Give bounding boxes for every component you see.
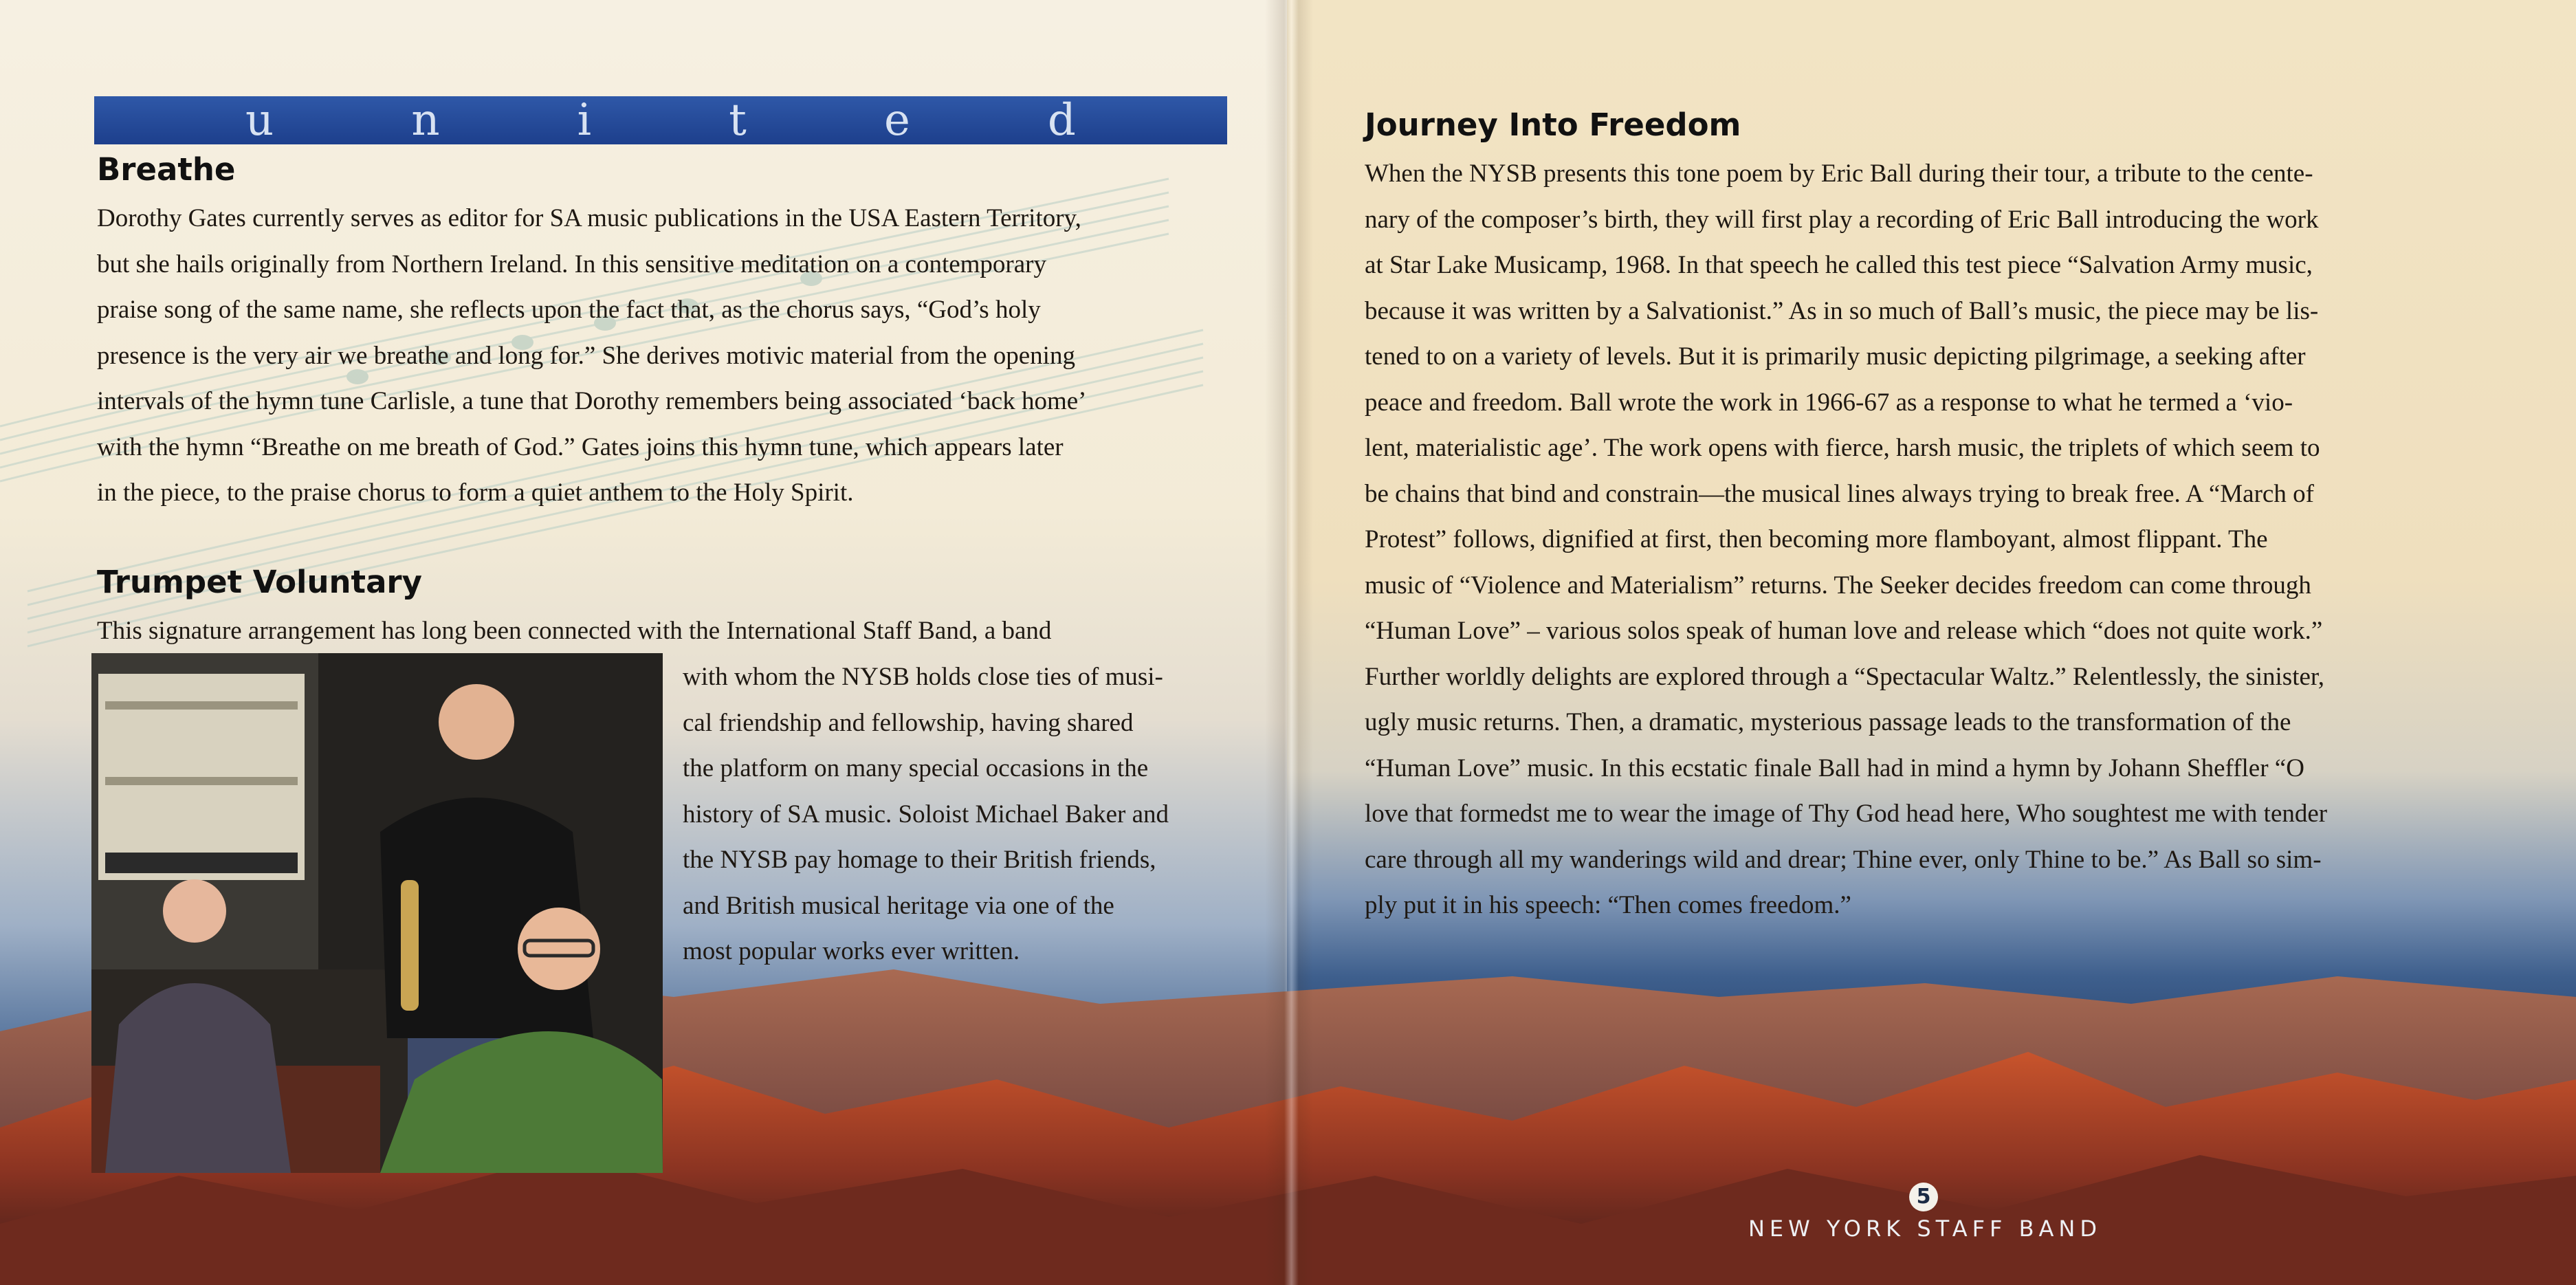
breathe-body — [97, 196, 1252, 516]
text-line: peace and freedom. Ball wrote the work in 1966-67 as a response to what he termed a ‘vio- — [1365, 388, 2293, 417]
text-line: ply put it in his speech: “Then comes freedom.” — [1365, 891, 1851, 919]
banner-letter: t — [729, 95, 747, 146]
text-line: with whom the NYSB holds close ties of musi- — [683, 663, 1163, 691]
text-line: at Star Lake Musicamp, 1968. In that speech he called this test piece “Salvation Army music, — [1365, 251, 2313, 279]
text-line: “Human Love” – various solos speak of human love and release which “does not quite work.” — [1365, 617, 2323, 645]
text-line: Further worldly delights are explored through a “Spectacular Waltz.” Relentlessly, the sinister, — [1365, 662, 2324, 691]
text-line: When the NYSB presents this tone poem by Eric Ball during their tour, a tribute to the cente- — [1365, 160, 2313, 188]
banner-letter: i — [577, 95, 592, 146]
text-line: most popular works ever written. — [683, 937, 1020, 965]
trumpet-first-line: This signature arrangement has long been connected with the International Staff Band, a band — [97, 617, 1052, 645]
text-line: music of “Violence and Materialism” returns. The Seeker decides freedom can come through — [1365, 571, 2311, 600]
text-line: the platform on many special occasions in the — [683, 754, 1149, 782]
breathe-heading: Breathe — [97, 151, 236, 188]
band-name-footer: NEW YORK STAFF BAND — [1748, 1216, 2102, 1242]
journey-into-freedom-heading: Journey Into Freedom — [1365, 107, 1741, 143]
text-line: tened to on a variety of levels. But it is primarily music depicting pilgrimage, a seeking after — [1365, 342, 2306, 371]
text-line: because it was written by a Salvationist.” As in so much of Ball’s music, the piece may be lis- — [1365, 296, 2319, 325]
page-number: 5 — [1909, 1183, 1938, 1211]
journey-body — [1365, 151, 2547, 929]
text-line: nary of the composer’s birth, they will first play a recording of Eric Ball introducing the work — [1365, 205, 2319, 234]
trumpet-voluntary-heading: Trumpet Voluntary — [97, 564, 422, 600]
text-line: cal friendship and fellowship, having shared — [683, 708, 1134, 737]
text-line: lent, materialistic age’. The work opens with fierce, harsh music, the triplets of which seem to — [1365, 434, 2320, 462]
band-photo — [91, 653, 663, 1173]
text-line: “Human Love” music. In this ecstatic finale Ball had in mind a hymn by Johann Sheffler “O — [1365, 754, 2304, 782]
text-line: with the hymn “Breathe on me breath of God.” Gates joins this hymn tune, which appears later — [97, 432, 1064, 461]
text-line: history of SA music. Soloist Michael Baker and — [683, 800, 1169, 828]
banner-letter: d — [1047, 95, 1076, 146]
banner-letter: n — [411, 95, 440, 146]
text-line: Protest” follows, dignified at first, then becoming more flamboyant, almost flippant. The — [1365, 525, 2268, 553]
band-photo-illustration — [91, 653, 663, 1173]
text-line: the NYSB pay homage to their British friends, — [683, 846, 1156, 874]
text-line: but she hails originally from Northern Ireland. In this sensitive meditation on a contemporary — [97, 250, 1046, 278]
text-line: ugly music returns. Then, a dramatic, mysterious passage leads to the transformation of the — [1365, 708, 2291, 736]
text-line: presence is the very air we breathe and long for.” She derives motivic material from the opening — [97, 341, 1075, 370]
banner-letter: u — [245, 95, 274, 146]
text-line: intervals of the hymn tune Carlisle, a tune that Dorothy remembers being associated ‘back home’ — [97, 387, 1087, 415]
trumpet-body — [683, 655, 1253, 975]
text-line: praise song of the same name, she reflects upon the fact that, as the chorus says, “God’s holy — [97, 296, 1041, 324]
text-line: love that formedst me to wear the image of Thy God head here, Who soughtest me with tender — [1365, 800, 2328, 828]
book-gutter — [1265, 0, 1313, 1285]
text-line: Dorothy Gates currently serves as editor for SA music publications in the USA Eastern Territory, — [97, 204, 1081, 232]
text-line: and British musical heritage via one of the — [683, 891, 1114, 920]
text-line: care through all my wanderings wild and drear; Thine ever, only Thine to be.” As Ball so sim- — [1365, 845, 2322, 874]
text-line: in the piece, to the praise chorus to form a quiet anthem to the Holy Spirit. — [97, 479, 854, 507]
banner-letter: e — [883, 95, 910, 146]
united-banner — [94, 96, 1227, 144]
text-line: be chains that bind and constrain—the musical lines always trying to break free. A “March of — [1365, 479, 2314, 508]
